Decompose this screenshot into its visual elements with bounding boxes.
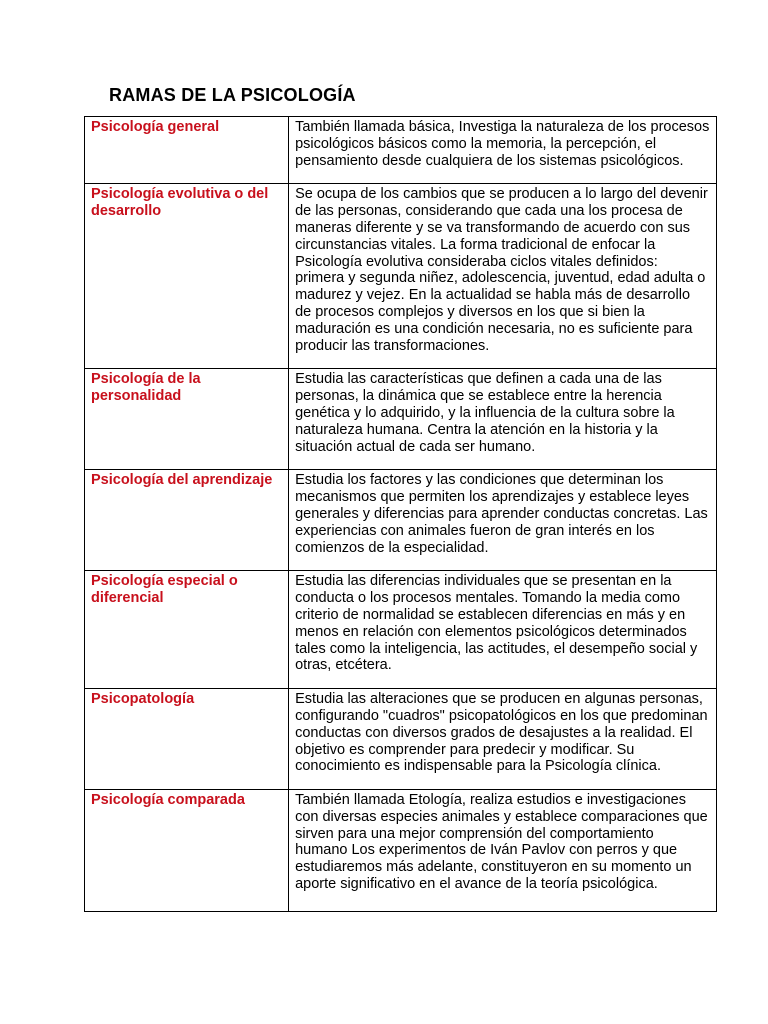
branches-table <box>84 116 717 912</box>
branch-description: Estudia las características que definen a cada una de las personas, la dinámica que se establece entre la herencia genética y lo adquirido, y la influencia de la cultura sobre la naturaleza humana. Centra la atención en la historia y la situación actual de cada ser humano. <box>289 369 717 470</box>
page-title: RAMAS DE LA PSICOLOGÍA <box>109 85 356 105</box>
branch-description: Estudia las alteraciones que se producen en algunas personas, configurando "cuadros" psicopatológicos en los que predominan conductas con diversos grados de desajustes a la realidad. El objetivo es comprender para predecir y modificar. Su conocimiento es indispensable para la Psicología clínica. <box>289 689 717 790</box>
table-row <box>85 571 717 689</box>
table-row <box>85 689 717 790</box>
table-row <box>85 117 717 184</box>
table-row <box>85 470 717 571</box>
branch-description: Estudia los factores y las condiciones que determinan los mecanismos que permiten los aprendizajes y establece leyes generales y diferencias para aprender conductas concretas. Las experiencias con animales fueron de gran interés en los comienzos de la especialidad. <box>289 470 717 571</box>
branch-description: También llamada básica, Investiga la naturaleza de los procesos psicológicos básicos como la memoria, la percepción, el pensamiento desde cualquiera de los sistemas psicológicos. <box>289 117 717 184</box>
table-row <box>85 369 717 470</box>
branch-description: También llamada Etología, realiza estudios e investigaciones con diversas especies animales y establece comparaciones que sirven para una mejor comprensión del comportamiento humano Los experimentos de Iván Pavlov con perros y que estudiaremos más adelante, constituyeron en su momento un aporte significativo en el avance de la teoría psicológica. <box>289 790 717 912</box>
branch-name: Psicología general <box>85 117 289 184</box>
branch-name: Psicología especial o diferencial <box>85 571 289 689</box>
branch-name: Psicología de la personalidad <box>85 369 289 470</box>
table-row <box>85 790 717 912</box>
branch-name: Psicología comparada <box>85 790 289 912</box>
branch-name: Psicología del aprendizaje <box>85 470 289 571</box>
table-row <box>85 184 717 369</box>
branch-name: Psicopatología <box>85 689 289 790</box>
branch-description: Estudia las diferencias individuales que se presentan en la conducta o los procesos mentales. Tomando la media como criterio de normalidad se establecen diferencias en más y en menos en relación con elementos psicológicos determinados tales como la inteligencia, las actitudes, el desempeño social y otras, etcétera. <box>289 571 717 689</box>
branch-description: Se ocupa de los cambios que se producen a lo largo del devenir de las personas, considerando que cada una los procesa de maneras diferente y se va transformando de acuerdo con sus circunstancias vitales. La forma tradicional de enfocar la Psicología evolutiva consideraba ciclos vitales definidos: primera y segunda niñez, adolescencia, juventud, edad adulta o madurez y vejez. En la actualidad se habla más de desarrollo de procesos complejos y diversos en los que si bien la maduración es una condición necesaria, no es suficiente para producir las transformaciones. <box>289 184 717 369</box>
branch-name: Psicología evolutiva o del desarrollo <box>85 184 289 369</box>
